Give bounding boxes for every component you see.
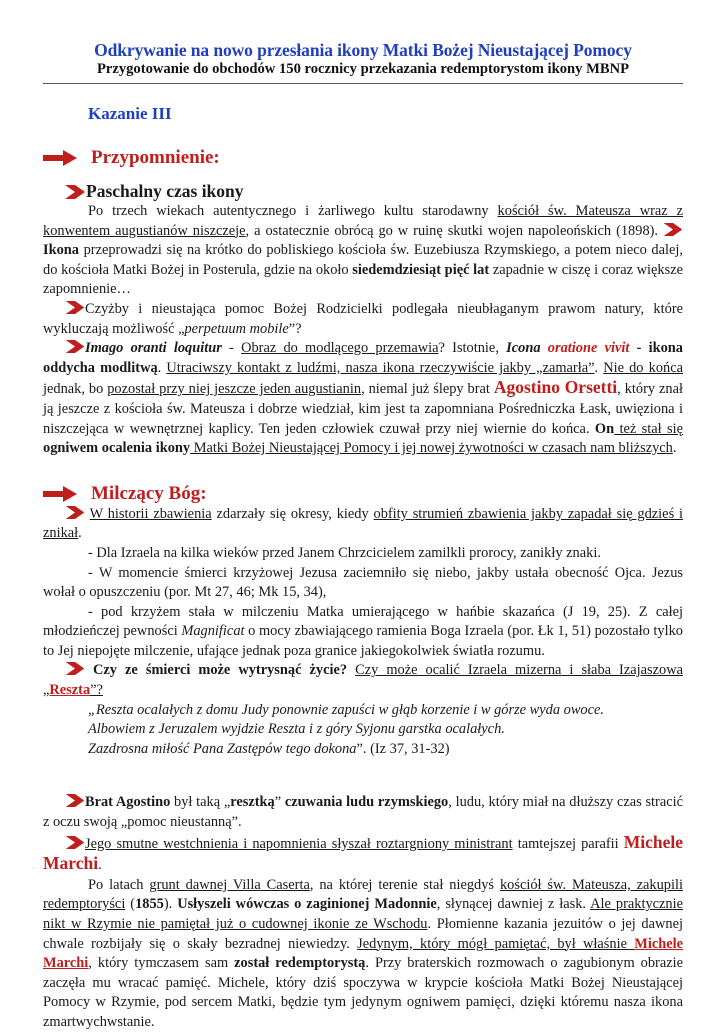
section-title: Milczący Bóg: [91,482,207,504]
paragraph-11: Po latach grunt dawnej Villa Caserta, na której terenie stał niegdyś kościół św. Mateusza, zakupili redemptoryści (1855). Usłyszeli wówczas o zaginionej Madonnie, słynącej dawniej z łask. Ale praktycznie nikt w Rzymie nie pamiętał już o cudownej ikonie ze Wschodu. Płomienne kazania jezuitów o jej dawnej chwale rozbijały się o skały bezradnej niewiedzy. Jedynym, który mógł pamiętać, był właśnie Michele Marchi, który tymczasem sam został redemptorystą. Przy braterskich rozmowach o zagubionym obrazie zaczęła mu wracać pamięć. Michele, który dziś spoczywa w krypcie kościoła Matki Bożej Nieustającej Pomocy w Rzymie, pod sercem Matki, będzie tym jedynym ogniwem pamięci, dzięki któremu nasza ikona zmartwychwstanie. [43,876,683,1030]
paragraph-9: Brat Agostino był taką „resztką” czuwania ludu rzymskiego, ludu, który miał na dłuższy czas stracić z oczu swoją „pomoc nieustanną”. [43,794,683,831]
section-milczacy [43,483,683,505]
chevron-right-icon [65,836,85,849]
chevron-right-icon [65,185,85,199]
paragraph-7: - pod krzyżem stała w milczeniu Matka umierającego w hańbie skazańca (J 19, 25). Z całej młodzieńczej pewności Magnificat o mocy zbawiającego ramienia Boga Izraela (por. Łk 1, 51) pozostało tylko to Jej niepojęte milczenie, ufające jednak poza granice jakiegokolwiek światła rozumu. [43,603,683,659]
paragraph-8: Czy ze śmierci może wytrysnąć życie? Czy może ocalić Izraela mizerna i słaba Izajaszowa „Reszta”? [43,662,683,699]
chevron-right-icon [65,662,85,675]
name-michele-marchi: Michele Marchi [43,831,683,874]
chevron-right-icon [65,794,85,807]
paragraph-10: Jego smutne westchnienia i napomnienia słyszał roztargniony ministrant tamtejszej parafii Michele Marchi. [43,831,683,874]
chevron-right-icon [65,340,85,353]
section-przypomnienie [43,147,683,169]
chevron-right-icon [663,223,683,236]
chevron-right-icon [65,506,85,519]
paragraph-5: - Dla Izraela na kilka wieków przed Janem Chrzcicielem zamilkli prorocy, zanikły znaki. [88,544,601,561]
subsection-title: Paschalny czas ikony [86,181,244,201]
paragraph-2: Czyżby i nieustająca pomoc Bożej Rodzicielki podlegała nieubłaganym prawom natury, które wykluczają możliwość „perpetuum mobile”? [43,300,683,337]
quote-line-3: Zazdrosna miłość Pana Zastępów tego dokona”. (Iz 37, 31-32) [88,740,450,757]
sermon-heading: Kazanie III [88,104,172,123]
subsection-paschalny [65,181,683,202]
arrow-right-icon [43,486,77,502]
name-michele-marchi: Michele Marchi [43,935,683,972]
paragraph-3: Imago oranti loquitur - Obraz do modlącego przemawia? Istotnie, Icona oratione vivit - ikona oddycha modlitwą. Utraciwszy kontakt z ludźmi, nasza ikona rzeczywiście jakby „zamarła”. Nie do końca jednak, bo pozostał przy niej jeszcze jeden augustianin, niemal już ślepy brat Agostino Orsetti, który znał ją jeszcze z kościoła św. Mateusza i dobrze wiedział, kim jest ta zapomniana Pośredniczka Łask, uwięziona i niszczejąca w wewnętrznej kaplicy. Ten jeden człowiek czuwał przy niej wiernie do końca. On też stał się ogniwem ocalenia ikony Matki Bożej Nieustającej Pomocy i jej nowej żywotności w czasach nam bliższych. [43,340,683,457]
document-title: Odkrywanie na nowo przesłania ikony Matki Bożej Nieustającej Pomocy [94,40,632,60]
arrow-right-icon [43,150,77,166]
section-title: Przypomnienie: [91,147,220,168]
quote-line-1: „Reszta ocalałych z domu Judy ponownie zapuści w głąb korzenie i w górze wyda owoce. [88,701,605,718]
chevron-right-icon [65,301,85,314]
quote-line-2: Albowiem z Jeruzalem wyjdzie Reszta i z góry Syjonu garstka ocalałych. [88,721,505,738]
header-divider [43,83,683,84]
name-agostino-orsetti: Agostino Orsetti [493,377,618,398]
paragraph-4: W historii zbawienia zdarzały się okresy, kiedy obfity strumień zbawienia jakby zapadał się gdzieś i znikał. [43,505,683,542]
paragraph-6: - W momencie śmierci krzyżowej Jezusa zaciemniło się niebo, jakby ustała obecność Ojca. Jezus wołał o opuszczeniu (por. Mt 27, 46; Mk 15, 34), [43,564,683,601]
document-subtitle: Przygotowanie do obchodów 150 rocznicy przekazania redemptorystom ikony MBNP [96,61,630,77]
document-page [43,40,683,1033]
paragraph-1: Po trzech wiekach autentycznego i żarliwego kultu starodawny kościół św. Mateusza wraz z konwentem augustianów niszczeje, a ostatecznie obrócą go w ruinę skutki wojen napoleońskich (1898). Ikona przeprowadzi się na krótko do pobliskiego kościoła św. Euzebiusza Rzymskiego, a potem nieco dalej, do kościoła Matki Bożej in Posterula, gdzie na około siedemdziesiąt pięć lat zapadnie w ciszę i coraz większe zapomnienie… [43,203,684,298]
